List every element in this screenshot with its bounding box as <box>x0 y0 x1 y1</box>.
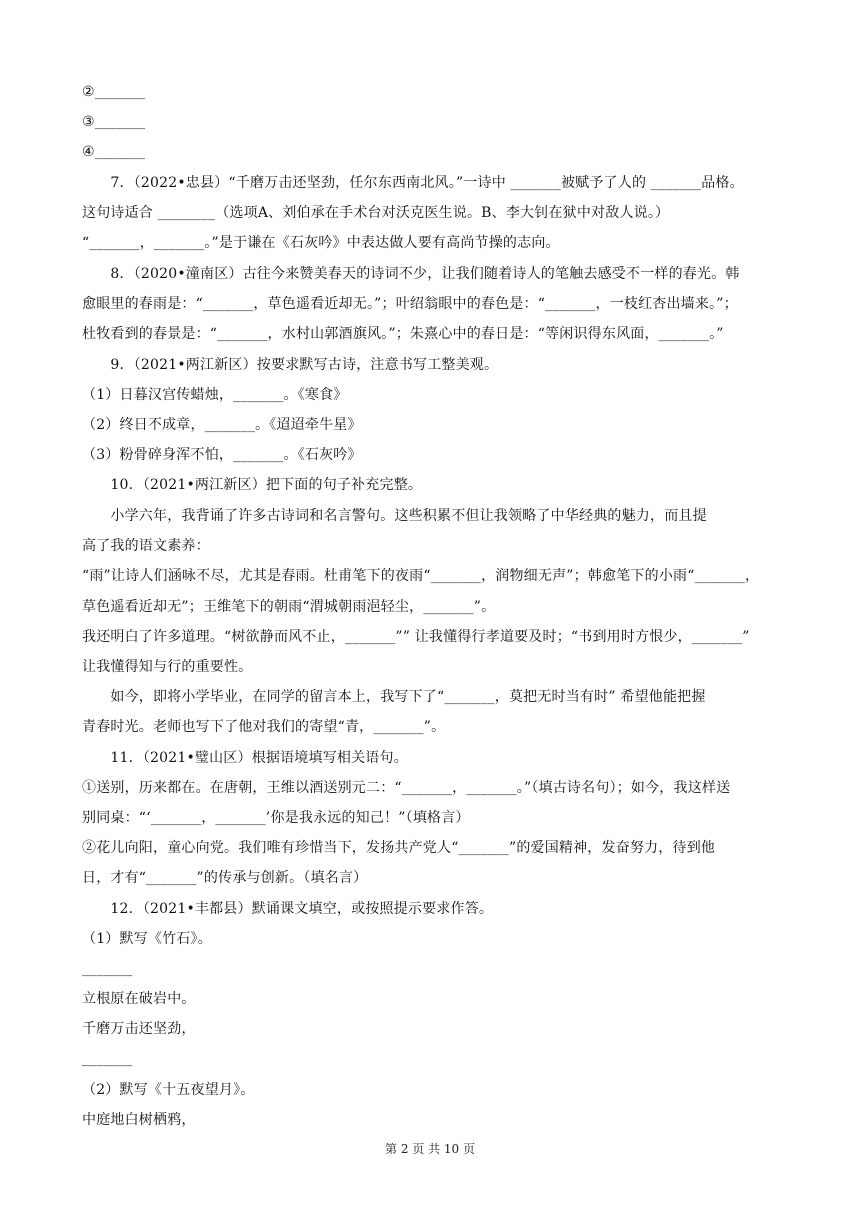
text-line: _______ <box>82 1051 133 1067</box>
text-line: ①送别，历来都在。在唐朝，王维以酒送别元二：“_______，_______。”（填古诗名句）；如今，我这样送 <box>82 780 731 796</box>
text-line: 7．（2022•忠县）“千磨万击还坚劲，任尔东西南北风。”一诗中 _______被赋予了人的 _______品格。 <box>82 175 744 191</box>
text-line: 如今，即将小学毕业，在同学的留言本上，我写下了“_______，莫把无时当有时” 希望他能把握 <box>82 689 706 705</box>
text-line: ③_______ <box>82 114 146 130</box>
page-footer: 第 2 页 共 10 页 <box>385 1142 475 1156</box>
text-line: 日，才有“_______”的传承与创新。（填名言） <box>82 870 368 886</box>
text-line: （1）默写《竹石》。 <box>82 931 212 947</box>
text-line: 11．（2021•璧山区）根据语境填写相关语句。 <box>82 750 408 766</box>
text-line: 我还明白了许多道理。“树欲静而风不止，_______”” 让我懂得行孝道要及时；“书到用时方恨少，_______” <box>82 629 750 645</box>
text-line: 别同桌：“‘_______，_______’你是我永远的知己！”（填格言） <box>82 810 470 826</box>
text-line: 高了我的语文素养： <box>82 538 210 554</box>
text-line: （2）终日不成章，_______。《迢迢牵牛星》 <box>82 417 362 433</box>
text-line: （2）默写《十五夜望月》。 <box>82 1082 255 1098</box>
text-line: 杜牧看到的春景是：“_______，水村山郭酒旗风。”；朱熹心中的春日是：“等闲识得东风面，_______。” <box>82 326 724 342</box>
text-line: “_______，_______。”是于谦在《石灰吟》中表达做人要有高尚节操的志向。 <box>82 235 560 251</box>
text-line: ②_______ <box>82 84 146 100</box>
text-line: 让我懂得知与行的重要性。 <box>82 659 253 675</box>
text-line: （3）粉骨碎身浑不怕，_______。《石灰吟》 <box>82 447 362 463</box>
text-line: 草色遥看近却无”；王维笔下的朝雨“渭城朝雨浥轻尘，_______”。 <box>82 599 496 615</box>
text-line: 9．（2021•两江新区）按要求默写古诗，注意书写工整美观。 <box>82 357 499 373</box>
text-line: 千磨万击还坚劲， <box>82 1021 196 1037</box>
text-line: 愈眼里的春雨是：“_______，草色遥看近却无。”；叶绍翁眼中的春色是：“_______，一枝红杏出墙来。”； <box>82 296 738 312</box>
text-line: 12．（2021•丰都县）默诵课文填空，或按照提示要求作答。 <box>82 901 494 917</box>
text-line: 8．（2020•潼南区）古往今来赞美春天的诗词不少，让我们随着诗人的笔触去感受不一样的春光。韩 <box>82 266 740 282</box>
text-line: ②花儿向阳，童心向党。我们唯有珍惜当下，发扬共产党人“_______”的爱国精神，发奋努力，待到他 <box>82 840 716 856</box>
text-line: ④_______ <box>82 144 146 160</box>
text-line: 小学六年，我背诵了许多古诗词和名言警句。这些积累不但让我领略了中华经典的魅力，而且提 <box>82 508 707 524</box>
text-line: _______ <box>82 961 133 977</box>
text-line: 立根原在破岩中。 <box>82 991 196 1007</box>
text-line: （1）日暮汉宫传蜡烛，_______。《寒食》 <box>82 387 348 403</box>
text-line: “雨”让诗人们涵咏不尽，尤其是春雨。杜甫笔下的夜雨“_______，润物细无声”；韩愈笔下的小雨“_______， <box>82 568 760 584</box>
text-line: 这句诗适合 ________（选项A、刘伯承在手术台对沃克医生说。B、李大钊在狱中对敌人说。） <box>82 205 670 221</box>
text-line: 中庭地白树栖鸦， <box>82 1112 196 1128</box>
text-line: 青春时光。老师也写下了他对我们的寄望“青，_______”。 <box>82 719 446 735</box>
text-line: 10．（2021•两江新区）把下面的句子补充完整。 <box>82 477 423 493</box>
